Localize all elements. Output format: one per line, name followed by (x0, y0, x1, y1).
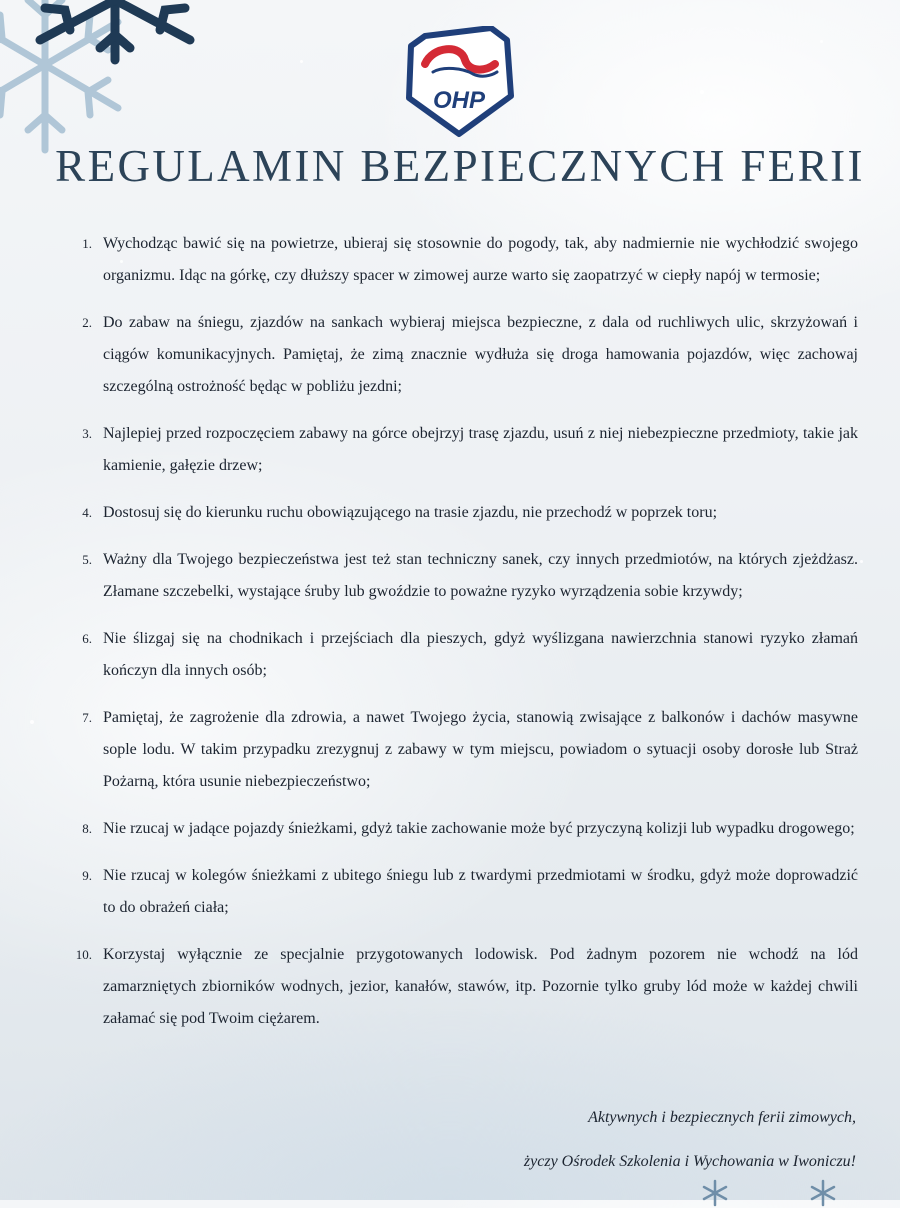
ohp-logo (403, 26, 515, 138)
rule-text: Nie ślizgaj się na chodnikach i przejściach dla pieszych, gdyż wyślizgana nawierzchnia stanowi ryzyko złamań kończyn dla innych osób; (103, 630, 858, 679)
rules-list (58, 228, 858, 1050)
rule-item (58, 418, 858, 482)
rule-text: Pamiętaj, że zagrożenie dla zdrowia, a nawet Twojego życia, stanowią zwisające z balkonów i dachów masywne sople lodu. W takim przypadku zrezygnuj z zabawy w tym miejscu, powiadom o sytuacji osoby dorosłe lub Straż Pożarną, która usunie niebezpieczeństwo; (103, 709, 858, 790)
rule-number: 1. (82, 236, 92, 251)
rule-item (58, 623, 858, 687)
rule-item (58, 860, 858, 924)
rule-text: Do zabaw na śniegu, zjazdów na sankach wybieraj miejsca bezpieczne, z dala od ruchliwych ulic, skrzyżowań i ciągów komunikacyjnych. Pamiętaj, że zimą znacznie wydłuża się droga hamowania pojazdów, więc zachowaj szczególną ostrożność będąc w pobliżu jezdni; (103, 314, 858, 395)
rule-number: 8. (82, 821, 92, 836)
rule-item (58, 307, 858, 403)
snowflake-light-icon (0, 0, 118, 150)
rule-number: 4. (82, 505, 92, 520)
rule-item (58, 497, 858, 529)
closing-wish: Aktywnych i bezpiecznych ferii zimowych, (588, 1109, 856, 1126)
rule-text: Korzystaj wyłącznie ze specjalnie przygotowanych lodowisk. Pod żadnym pozorem nie wchodź na lód zamarzniętych zbiorników wodnych, jezior, kanałów, stawów, itp. Pozornie tylko gruby lód może w każdej chwili załamać się pod Twoim ciężarem. (103, 946, 858, 1027)
rule-number: 10. (75, 947, 92, 962)
rule-item (58, 702, 858, 798)
rule-text: Wychodząc bawić się na powietrze, ubieraj się stosownie do pogody, tak, aby nadmiernie nie wychłodzić swojego organizmu. Idąc na górkę, czy dłuższy spacer w zimowej aurze warto się zaopatrzyć w ciepły napój w termosie; (103, 235, 858, 284)
rule-item (58, 228, 858, 292)
rule-item (58, 544, 858, 608)
snow-speck (860, 560, 863, 563)
rule-number: 2. (82, 315, 92, 330)
snow-speck (820, 40, 823, 43)
rule-number: 5. (82, 552, 92, 567)
rule-text: Najlepiej przed rozpoczęciem zabawy na górce obejrzyj trasę zjazdu, usuń z niej niebezpieczne przedmioty, takie jak kamienie, gałęzie drzew; (103, 425, 858, 474)
rule-text: Ważny dla Twojego bezpieczeństwa jest też stan techniczny sanek, czy innych przedmiotów, na których zjeżdżasz. Złamane szczebelki, wystające śruby lub gwoździe to poważne ryzyko wyrządzenia sobie krzywdy; (103, 551, 858, 600)
closing-signature (524, 1096, 856, 1184)
rule-number: 6. (82, 631, 92, 646)
logo-text: OHP (432, 87, 486, 114)
page-title: REGULAMIN BEZPIECZNYCH FERII (55, 141, 865, 191)
snow-speck (300, 60, 303, 63)
rule-text: Nie rzucaj w jadące pojazdy śnieżkami, gdyż takie zachowanie może być przyczyną kolizji lub wypadku drogowego; (103, 820, 855, 837)
snow-speck (30, 720, 34, 724)
rule-item (58, 813, 858, 845)
snow-speck (700, 90, 704, 94)
rule-number: 3. (82, 426, 92, 441)
rule-text: Nie rzucaj w kolegów śnieżkami z ubitego śniegu lub z twardymi przedmiotami w środku, gdyż może doprowadzić to do obrażeń ciała; (103, 867, 858, 916)
rule-number: 7. (82, 710, 92, 725)
rule-text: Dostosuj się do kierunku ruchu obowiązującego na trasie zjazdu, nie przechodź w poprzek toru; (103, 504, 718, 521)
rule-item (58, 939, 858, 1035)
rule-number: 9. (82, 868, 92, 883)
closing-sender: życzy Ośrodek Szkolenia i Wychowania w Iwoniczu! (523, 1153, 856, 1170)
